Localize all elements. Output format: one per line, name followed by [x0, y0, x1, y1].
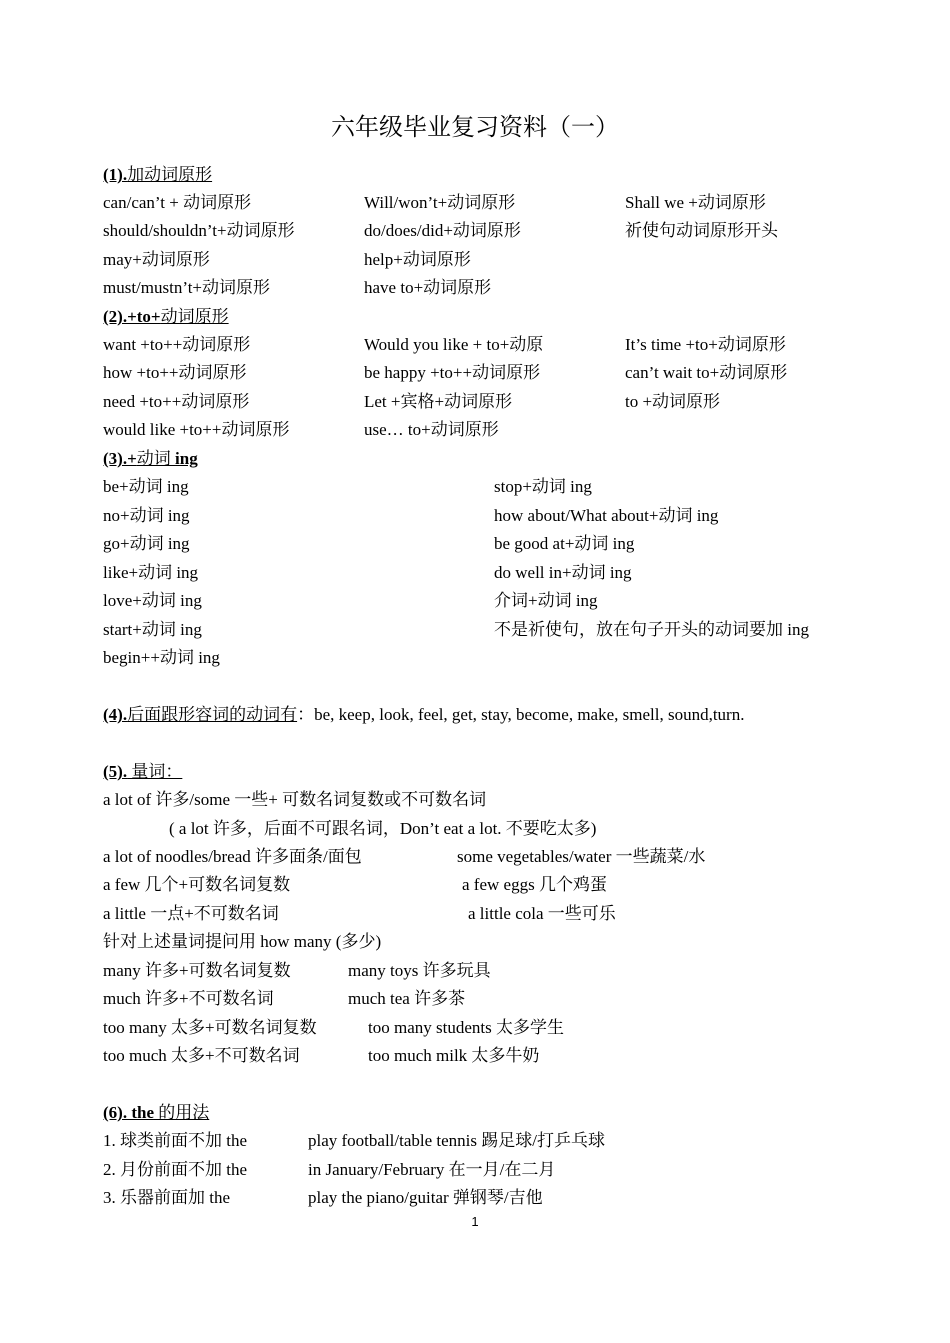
section2-row	[0, 331, 950, 359]
cell: how about/What about+动词 ing	[494, 506, 719, 525]
cell: 介词+动词 ing	[494, 591, 598, 610]
section2-row	[0, 359, 950, 387]
cell: Let +宾格+动词原形	[364, 392, 513, 411]
section3-row	[0, 587, 950, 615]
cell: must/mustn’t+动词原形	[103, 278, 271, 297]
cell: too many students 太多学生	[368, 1018, 564, 1037]
section3-row	[0, 559, 950, 587]
section6-heading: (6). the 的用法	[103, 1103, 210, 1122]
page-number: 1	[471, 1214, 479, 1229]
cell: no+动词 ing	[103, 506, 190, 525]
section2-row	[0, 416, 950, 444]
section5-row	[0, 985, 950, 1013]
cell: should/shouldn’t+动词原形	[103, 221, 295, 240]
cell: 不是祈使句，放在句子开头的动词要加 ing	[494, 620, 809, 639]
section5-line: a lot of 许多/some 一些+ 可数名词复数或不可数名词	[103, 790, 487, 809]
section5-row	[0, 1042, 950, 1070]
cell: too many 太多+可数名词复数	[103, 1018, 317, 1037]
section3-row	[0, 644, 950, 672]
section3-row	[0, 530, 950, 558]
cell: go+动词 ing	[103, 534, 190, 553]
cell: have to+动词原形	[364, 278, 492, 297]
cell: Would you like + to+动原	[364, 335, 544, 354]
cell: 祈使句动词原形开头	[625, 221, 778, 240]
cell: play the piano/guitar 弹钢琴/吉他	[308, 1188, 543, 1207]
cell: may+动词原形	[103, 250, 210, 269]
section6-row	[0, 1184, 950, 1212]
section6-row	[0, 1127, 950, 1155]
cell: a little cola 一些可乐	[468, 904, 616, 923]
cell: a little 一点+不可数名词	[103, 904, 279, 923]
section4-line: (4).后面跟形容词的动词有：be, keep, look, feel, get, stay, become, make, smell, sound,turn.	[103, 705, 745, 724]
section1-row	[0, 246, 950, 274]
cell: stop+动词 ing	[494, 477, 592, 496]
section3-row	[0, 616, 950, 644]
cell: want +to++动词原形	[103, 335, 251, 354]
section5-row	[0, 871, 950, 899]
section1-row	[0, 274, 950, 302]
cell: can’t wait to+动词原形	[625, 363, 788, 382]
cell: would like +to++动词原形	[103, 420, 290, 439]
cell: a few eggs 几个鸡蛋	[462, 875, 607, 894]
cell: too much milk 太多牛奶	[368, 1046, 540, 1065]
cell: much 许多+不可数名词	[103, 989, 274, 1008]
cell: can/can’t + 动词原形	[103, 193, 252, 212]
page-title: 六年级毕业复习资料（一）	[331, 115, 619, 141]
section5-line: ( a lot 许多，后面不可跟名词，Don’t eat a lot. 不要吃太多)	[169, 819, 597, 838]
section1-row	[0, 189, 950, 217]
cell: love+动词 ing	[103, 591, 202, 610]
section2-heading: (2).+to+动词原形	[103, 307, 229, 326]
cell: like+动词 ing	[103, 563, 199, 582]
section6-row	[0, 1156, 950, 1184]
cell: how +to++动词原形	[103, 363, 247, 382]
cell: help+动词原形	[364, 250, 471, 269]
section5-row	[0, 1014, 950, 1042]
section5-heading: (5). 量词：	[103, 762, 183, 781]
cell: many 许多+可数名词复数	[103, 961, 291, 980]
cell: do/does/did+动词原形	[364, 221, 521, 240]
cell: to +动词原形	[625, 392, 721, 411]
cell: need +to++动词原形	[103, 392, 250, 411]
cell: some vegetables/water 一些蔬菜/水	[457, 847, 706, 866]
cell: a lot of noodles/bread 许多面条/面包	[103, 847, 362, 866]
section3-row	[0, 502, 950, 530]
cell: play football/table tennis 踢足球/打乒乓球	[308, 1131, 605, 1150]
cell: too much 太多+不可数名词	[103, 1046, 300, 1065]
cell: be happy +to++动词原形	[364, 363, 541, 382]
cell: many toys 许多玩具	[348, 961, 491, 980]
cell: in January/February 在一月/在二月	[308, 1160, 556, 1179]
section1-heading: (1).加动词原形	[103, 165, 213, 184]
cell: 1. 球类前面不加 the	[103, 1131, 248, 1150]
section1-row	[0, 217, 950, 245]
section5-line: 针对上述量词提问用 how many (多少)	[103, 932, 382, 951]
cell: a few 几个+可数名词复数	[103, 875, 291, 894]
cell: use… to+动词原形	[364, 420, 499, 439]
cell: 3. 乐器前面加 the	[103, 1188, 231, 1207]
cell: be+动词 ing	[103, 477, 189, 496]
section5-row	[0, 957, 950, 985]
cell: Shall we +动词原形	[625, 193, 766, 212]
cell: Will/won’t+动词原形	[364, 193, 516, 212]
section3-row	[0, 473, 950, 501]
section2-row	[0, 388, 950, 416]
cell: 2. 月份前面不加 the	[103, 1160, 248, 1179]
cell: start+动词 ing	[103, 620, 202, 639]
cell: It’s time +to+动词原形	[625, 335, 786, 354]
cell: do well in+动词 ing	[494, 563, 632, 582]
section5-row	[0, 900, 950, 928]
cell: be good at+动词 ing	[494, 534, 635, 553]
cell: much tea 许多茶	[348, 989, 466, 1008]
section5-row	[0, 843, 950, 871]
section3-heading: (3).+动词 ing	[103, 449, 198, 468]
cell: begin++动词 ing	[103, 648, 220, 667]
